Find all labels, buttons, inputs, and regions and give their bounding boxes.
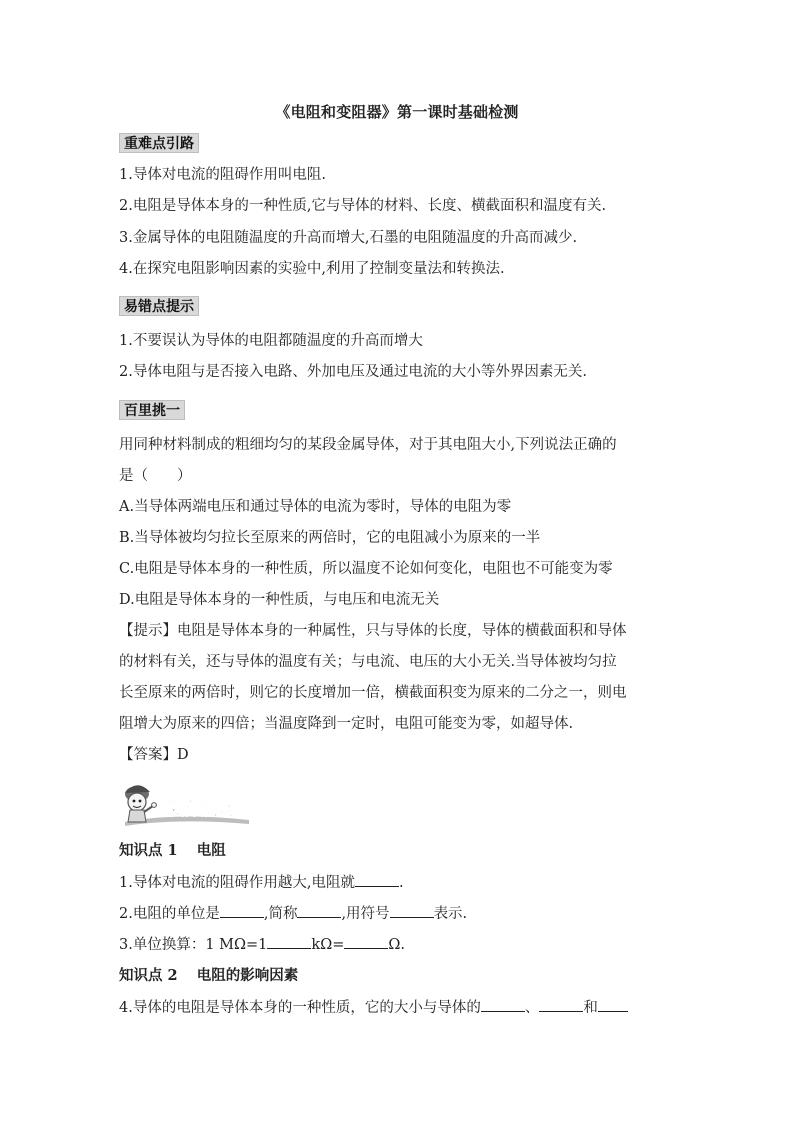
key-point-4: 4.在探究电阻影响因素的实验中,利用了控制变量法和转换法.: [119, 261, 505, 277]
knowledge-point-2-number: 知识点 2: [119, 967, 178, 984]
knowledge-point-1-number: 知识点 1: [119, 842, 178, 859]
answer-blank[interactable]: [355, 872, 399, 887]
question-2-text-b: ,简称: [263, 906, 298, 922]
question-2-text-d: 表示.: [433, 906, 468, 922]
question-3: [119, 934, 405, 955]
question-4-text-c: 和: [583, 1000, 598, 1016]
hint-line-4: 阻增大为原来的四倍；当温度降到一定时，电阻可能变为零，如超导体.: [119, 716, 574, 732]
option-c: C.电阻是导体本身的一种性质，所以温度不论如何变化，电阻也不可能变为零: [119, 561, 613, 577]
example-tag: 百里挑一: [119, 400, 185, 420]
question-2: [119, 903, 467, 924]
answer-blank[interactable]: [297, 903, 341, 918]
answer-blank[interactable]: [390, 903, 434, 918]
question-3-text-c: Ω.: [388, 937, 406, 953]
hint-line-1: 【提示】电阻是导体本身的一种属性，只与导体的长度，导体的横截面积和导体: [119, 623, 627, 639]
example-question-line-2: 是（ ）: [119, 468, 192, 484]
knowledge-point-1-name: 电阻: [196, 842, 226, 859]
option-a: A.当导体两端电压和通过导体的电流为零时，导体的电阻为零: [119, 499, 512, 515]
mistake-1: 1.不要误认为导体的电阻都随温度的升高而增大: [119, 333, 423, 349]
question-4-text-b: 、: [524, 1000, 540, 1016]
hint-line-2: 的材料有关，还与导体的温度有关；与电流、电压的大小无关.当导体被均匀拉: [119, 654, 617, 670]
hint-line-3: 长至原来的两倍时，则它的长度增加一倍，横截面积变为原来的二分之一，则电: [119, 685, 627, 701]
answer-blank[interactable]: [267, 934, 311, 949]
question-4: [119, 997, 628, 1018]
knowledge-point-1-heading: [119, 841, 226, 861]
option-b: B.当导体被均匀拉长至原来的两倍时，它的电阻减小为原来的一半: [119, 530, 541, 546]
question-4-text: 4.导体的电阻是导体本身的一种性质，它的大小与导体的: [119, 1000, 481, 1016]
pre-class-logo: [117, 776, 253, 828]
example-question-line-1: 用同种材料制成的粗细均匀的某段金属导体，对于其电阻大小,下列说法正确的: [119, 437, 617, 453]
question-3-text-b: kΩ=: [311, 937, 345, 953]
answer: 【答案】D: [119, 747, 189, 763]
answer-blank[interactable]: [220, 903, 264, 918]
answer-blank[interactable]: [598, 997, 628, 1012]
mistakes-tag: 易错点提示: [119, 296, 199, 316]
question-2-text-c: ,用符号: [341, 906, 390, 922]
key-point-1: 1.导体对电流的阻碍作用叫电阻.: [119, 167, 326, 183]
mistake-2: 2.导体电阻与是否接入电路、外加电压及通过电流的大小等外界因素无关.: [119, 364, 587, 380]
key-point-3: 3.金属导体的电阻随温度的升高而增大,石墨的电阻随温度的升高而减少.: [119, 230, 578, 246]
document-title: 《电阻和变阻器》第一课时基础检测: [275, 103, 519, 121]
answer-blank[interactable]: [344, 934, 388, 949]
knowledge-point-2-name: 电阻的影响因素: [196, 967, 299, 984]
question-1-end: .: [398, 875, 404, 891]
question-3-text: 3.单位换算：1 MΩ=1: [119, 937, 268, 953]
question-1-text: 1.导体对电流的阻碍作用越大,电阻就: [119, 875, 355, 891]
question-1: [119, 872, 404, 893]
option-d: D.电阻是导体本身的一种性质，与电压和电流无关: [119, 592, 440, 608]
answer-blank[interactable]: [539, 997, 583, 1012]
answer-blank[interactable]: [481, 997, 525, 1012]
question-2-text: 2.电阻的单位是: [119, 906, 220, 922]
key-point-2: 2.电阻是导体本身的一种性质,它与导体的材料、长度、横截面积和温度有关.: [119, 198, 607, 214]
key-points-tag: 重难点引路: [119, 133, 199, 153]
pre-class-logo-text: 课前预习: [161, 798, 238, 820]
knowledge-point-2-heading: [119, 966, 298, 986]
